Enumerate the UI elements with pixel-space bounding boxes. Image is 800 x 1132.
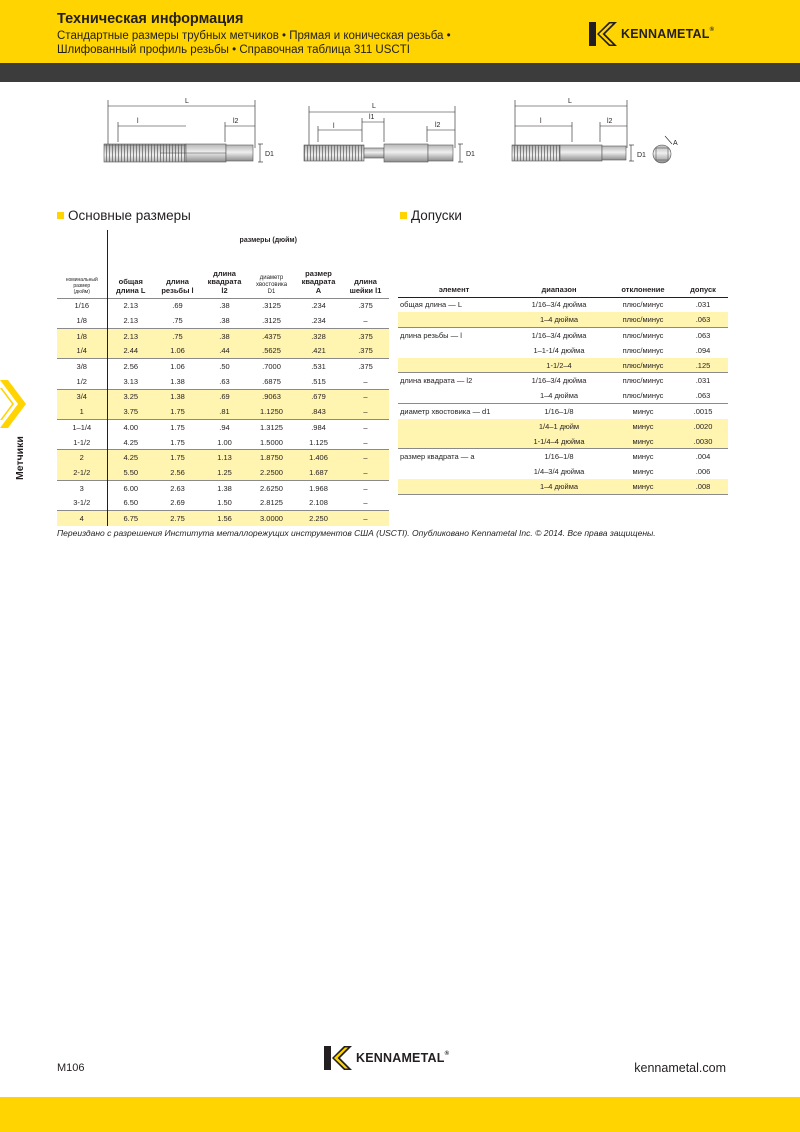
cell-l1: .375 xyxy=(342,359,389,374)
svg-text:D1: D1 xyxy=(466,151,475,158)
table-row xyxy=(398,419,728,434)
cell-a: 1.406 xyxy=(295,450,342,465)
cell-L: 4.00 xyxy=(107,420,154,435)
cell-L: 2.13 xyxy=(107,328,154,343)
cell-l2: 1.50 xyxy=(217,498,232,508)
cell-rg: 1/4–3/4 дюйма xyxy=(533,467,585,477)
cell-l2: 1.00 xyxy=(217,437,232,447)
section-heading-tolerances: Допуски xyxy=(400,208,462,223)
cell-d1: .7000 xyxy=(248,359,295,374)
header-dark-band xyxy=(0,63,800,82)
cell-a: .234 xyxy=(311,316,326,326)
cell-l: .69 xyxy=(154,298,201,313)
chevron-right-icon[interactable] xyxy=(0,380,26,428)
cell-d1: .6875 xyxy=(262,376,281,386)
table-row xyxy=(57,404,389,419)
cell-d1: .3125 xyxy=(248,298,295,313)
col-header-tolerance: допуск xyxy=(678,282,728,297)
header-line: номинальный xyxy=(65,277,98,284)
col-header-overall-length xyxy=(107,250,154,298)
table-row xyxy=(398,343,728,358)
table-row xyxy=(57,298,389,313)
cell-dv: плюс/минус xyxy=(622,390,664,400)
cell-l: 2.69 xyxy=(170,498,185,508)
cell-l1: .375 xyxy=(342,328,389,343)
cell-a: 2.250 xyxy=(295,511,342,526)
cell-l: 1.75 xyxy=(154,450,201,465)
cell-l1: – xyxy=(342,420,389,435)
cell-l2: .44 xyxy=(201,344,248,359)
blank-cell xyxy=(57,230,107,250)
cell-dv: плюс/минус xyxy=(608,327,678,342)
cell-dv: минус xyxy=(632,467,654,477)
cell-L: 2.13 xyxy=(123,316,139,326)
cell-L: 2.56 xyxy=(107,359,154,374)
header-line: размер xyxy=(73,283,91,289)
col-header-square-length xyxy=(201,250,248,298)
cell-nom: 3/4 xyxy=(57,389,107,404)
table-row xyxy=(57,313,389,328)
cell-rg: 1/16–3/4 дюйма xyxy=(510,373,608,388)
kennametal-logo[interactable] xyxy=(589,22,714,46)
tolerances-table xyxy=(398,282,728,495)
side-tab-label[interactable]: Метчики xyxy=(14,436,26,480)
cell-d1: .9063 xyxy=(248,389,295,404)
table-row xyxy=(398,434,728,449)
kennametal-logo-footer[interactable] xyxy=(324,1046,449,1070)
cell-l: 1.75 xyxy=(170,437,185,447)
cell-L: 4.25 xyxy=(123,437,139,447)
cell-l: .75 xyxy=(172,316,183,326)
header-line: l2 xyxy=(221,285,228,295)
cell-a: 2.108 xyxy=(309,498,328,508)
svg-text:l2: l2 xyxy=(435,122,441,129)
cell-tl: .0020 xyxy=(678,419,728,434)
table-row xyxy=(398,297,728,312)
cell-l: 1.06 xyxy=(154,344,201,359)
cell-l1: – xyxy=(342,389,389,404)
cell-l: 2.56 xyxy=(154,465,201,480)
table-row xyxy=(57,435,389,450)
cell-a: .515 xyxy=(311,376,326,386)
cell-l: .75 xyxy=(154,328,201,343)
cell-l2: .38 xyxy=(201,298,248,313)
header-line: резьбы l xyxy=(161,285,194,295)
cell-rg: 1–4 дюйма xyxy=(539,390,579,400)
svg-text:L: L xyxy=(568,98,572,105)
cell-a: 1.968 xyxy=(295,480,342,495)
table-row xyxy=(398,358,728,373)
col-header-range: диапазон xyxy=(510,282,608,297)
cell-el xyxy=(398,312,510,327)
cell-l: 1.75 xyxy=(154,420,201,435)
cell-dv: минус xyxy=(608,434,678,449)
header-line: длина L xyxy=(115,285,146,295)
cell-l1: – xyxy=(363,376,368,386)
tap-diagrams xyxy=(0,86,800,198)
cell-l: 2.75 xyxy=(154,511,201,526)
col-header-deviation: отклонение xyxy=(608,282,678,297)
page-subtitle-line-2: Шлифованный профиль резьбы • Справочная таблица 311 USCTI xyxy=(57,44,410,56)
cell-l2: 1.56 xyxy=(201,511,248,526)
cell-rg: 1/16–1/8 xyxy=(510,403,608,418)
cell-l2: .38 xyxy=(201,328,248,343)
cell-dv: плюс/минус xyxy=(608,312,678,327)
table-row xyxy=(57,420,389,435)
cell-tl: .008 xyxy=(678,479,728,494)
col-header-element: элемент xyxy=(398,282,510,297)
svg-text:L: L xyxy=(372,103,376,110)
cell-rg: 1/16–3/4 дюйма xyxy=(510,327,608,342)
cell-tl: .0030 xyxy=(678,434,728,449)
cell-tl: .004 xyxy=(678,449,728,464)
table-row xyxy=(398,388,728,403)
section-heading-main-dimensions: Основные размеры xyxy=(57,208,191,223)
cell-el xyxy=(398,343,510,358)
svg-text:l2: l2 xyxy=(233,118,239,125)
cell-L: 6.00 xyxy=(107,480,154,495)
cell-l1: – xyxy=(363,498,368,508)
kennametal-k-icon xyxy=(589,22,617,46)
cell-nom: 1/8 xyxy=(57,313,107,328)
svg-text:D1: D1 xyxy=(637,152,646,159)
cell-l1: – xyxy=(342,404,389,419)
header-line: размер xyxy=(305,268,332,278)
cell-l1: – xyxy=(342,450,389,465)
website-link[interactable]: kennametal.com xyxy=(634,1061,726,1075)
cell-l2: .69 xyxy=(201,389,248,404)
svg-text:l: l xyxy=(137,118,139,125)
cell-dv: плюс/минус xyxy=(608,358,678,373)
cell-el xyxy=(398,388,510,403)
header-line: диаметр xyxy=(259,274,284,281)
header-line: D1 xyxy=(267,288,276,295)
cell-d1: 1.3125 xyxy=(248,420,295,435)
tap-diagram-2 xyxy=(304,103,475,162)
cell-nom: 1/2 xyxy=(57,374,107,389)
cell-d1: 1.1250 xyxy=(248,404,295,419)
svg-text:A: A xyxy=(673,140,678,147)
cell-nom: 1/8 xyxy=(57,328,107,343)
cell-d1: 2.2500 xyxy=(248,465,295,480)
cell-l2: .63 xyxy=(219,376,230,386)
cell-rg: 1-1/4–4 дюйма xyxy=(510,434,608,449)
cell-L: 3.25 xyxy=(107,389,154,404)
cell-nom: 1 xyxy=(57,404,107,419)
label-L: L xyxy=(185,98,189,105)
table-group-header-row xyxy=(57,230,389,250)
cell-rg: 1/16–3/4 дюйма xyxy=(510,297,608,312)
cell-dv: плюс/минус xyxy=(608,373,678,388)
section-bullet-icon xyxy=(400,212,407,219)
header-line: квадрата xyxy=(207,277,242,287)
header-line: A xyxy=(315,285,322,295)
cell-l: 1.38 xyxy=(154,389,201,404)
table-row xyxy=(398,403,728,418)
cell-dv: минус xyxy=(608,449,678,464)
cell-dv: минус xyxy=(608,403,678,418)
cell-l2: .94 xyxy=(201,420,248,435)
cell-l2: 1.13 xyxy=(201,450,248,465)
cell-nom: 4 xyxy=(57,511,107,526)
col-header-nominal-size xyxy=(57,250,107,298)
table-header-row xyxy=(57,250,389,298)
cell-el xyxy=(398,419,510,434)
cell-d1: .4375 xyxy=(248,328,295,343)
cell-rg: 1-1/2–4 xyxy=(510,358,608,373)
cell-d1: 1.8750 xyxy=(248,450,295,465)
cell-nom: 3/8 xyxy=(57,359,107,374)
cell-d1: 1.5000 xyxy=(260,437,283,447)
cell-rg: 1/4–1 дюйм xyxy=(510,419,608,434)
cell-d1: 2.6250 xyxy=(248,480,295,495)
table-row xyxy=(398,479,728,494)
cell-l1: – xyxy=(342,465,389,480)
header-line: (дюйм) xyxy=(73,288,90,295)
cell-a: .679 xyxy=(295,389,342,404)
tap-diagram-3 xyxy=(512,98,678,163)
cell-a: .234 xyxy=(295,298,342,313)
cell-l1: .375 xyxy=(342,344,389,359)
cell-rg: 1–4 дюйма xyxy=(510,312,608,327)
svg-text:l1: l1 xyxy=(369,114,375,121)
table-row xyxy=(398,464,728,479)
cell-tl: .063 xyxy=(695,390,711,400)
cell-l2: 1.25 xyxy=(201,465,248,480)
cell-l: 2.63 xyxy=(154,480,201,495)
header-line: длина xyxy=(213,268,236,278)
header-line: квадрата xyxy=(301,277,336,287)
cell-L: 4.25 xyxy=(107,450,154,465)
cell-el xyxy=(398,464,510,479)
table-row xyxy=(57,359,389,374)
svg-text:l: l xyxy=(333,123,335,130)
cell-L: 2.44 xyxy=(107,344,154,359)
cell-el: длина квадрата — l2 xyxy=(398,373,510,388)
footnote: Переиздано с разрешения Института металлорежущих инструментов США (USCTI). Опубликовано Kennametal Inc. © 2014. Все права защищены. xyxy=(57,528,656,538)
cell-rg: 1–1-1/4 дюйма xyxy=(533,345,585,355)
cell-l2: .81 xyxy=(201,404,248,419)
cell-a: 1.125 xyxy=(309,437,328,447)
col-header-thread-length xyxy=(154,250,201,298)
cell-l1: – xyxy=(363,316,368,326)
cell-nom: 2-1/2 xyxy=(57,465,107,480)
section-bullet-icon xyxy=(57,212,64,219)
cell-d1: .5625 xyxy=(248,344,295,359)
table-row xyxy=(57,374,389,389)
cell-el xyxy=(398,358,510,373)
cell-a: .984 xyxy=(295,420,342,435)
cell-L: 3.13 xyxy=(123,376,139,386)
cell-a: .843 xyxy=(295,404,342,419)
header-bar xyxy=(0,0,800,63)
footer-bar xyxy=(0,1097,800,1132)
cell-el xyxy=(398,434,510,449)
cell-dv: плюс/минус xyxy=(622,345,664,355)
cell-L: 3.75 xyxy=(107,404,154,419)
cell-nom: 1-1/2 xyxy=(57,435,107,450)
svg-text:l2: l2 xyxy=(607,118,613,125)
cell-l: 1.75 xyxy=(154,404,201,419)
cell-d1: 2.8125 xyxy=(260,498,283,508)
page-title: Техническая информация xyxy=(57,11,244,27)
cell-dv: плюс/минус xyxy=(608,297,678,312)
cell-a: .328 xyxy=(295,328,342,343)
svg-text:D1: D1 xyxy=(265,151,274,158)
page-subtitle-line-1: Стандартные размеры трубных метчиков • Прямая и коническая резьба • xyxy=(57,30,451,42)
table-row xyxy=(57,511,389,526)
cell-rg: 1/16–1/8 xyxy=(510,449,608,464)
cell-nom: 1–1/4 xyxy=(57,420,107,435)
header-line: шейки l1 xyxy=(349,285,382,295)
cell-nom: 3 xyxy=(57,480,107,495)
cell-d1: .3125 xyxy=(262,316,281,326)
group-label: размеры (дюйм) xyxy=(239,236,297,244)
cell-d1: 3.0000 xyxy=(248,511,295,526)
cell-l1: – xyxy=(363,437,368,447)
cell-nom: 1/4 xyxy=(57,344,107,359)
cell-L: 6.50 xyxy=(123,498,139,508)
cell-el: длина резьбы — l xyxy=(398,327,510,342)
cell-dv: минус xyxy=(608,479,678,494)
header-line: хвостовика xyxy=(255,281,288,288)
cell-L: 2.13 xyxy=(107,298,154,313)
cell-l1: – xyxy=(342,480,389,495)
cell-L: 6.75 xyxy=(107,511,154,526)
main-dimensions-table xyxy=(57,230,389,526)
svg-text:l: l xyxy=(540,118,542,125)
table-row xyxy=(398,327,728,342)
cell-tl: .031 xyxy=(678,297,728,312)
table-row xyxy=(57,480,389,495)
table-row xyxy=(57,344,389,359)
cell-tl: .125 xyxy=(678,358,728,373)
cell-a: 1.687 xyxy=(295,465,342,480)
logo-wordmark: KENNAMETAL® xyxy=(621,27,715,41)
kennametal-k-icon xyxy=(324,1046,352,1070)
cell-nom: 3-1/2 xyxy=(57,495,107,510)
page-number: M106 xyxy=(57,1062,85,1074)
col-header-square-size xyxy=(295,250,342,298)
table-row xyxy=(398,373,728,388)
cell-dv: минус xyxy=(608,419,678,434)
cell-l2: .50 xyxy=(201,359,248,374)
cell-tl: .006 xyxy=(695,467,711,477)
cell-l: 1.38 xyxy=(170,376,185,386)
header-line: длина xyxy=(166,277,189,287)
logo-wordmark: KENNAMETAL® xyxy=(356,1051,450,1065)
cell-l2: .38 xyxy=(219,316,230,326)
cell-el: размер квадрата — a xyxy=(398,449,510,464)
cell-l1: – xyxy=(342,511,389,526)
cell-tl: .031 xyxy=(678,373,728,388)
table-row xyxy=(57,495,389,510)
table-row xyxy=(398,312,728,327)
cell-l2: 1.38 xyxy=(201,480,248,495)
header-line: общая xyxy=(118,277,143,287)
cell-l1: .375 xyxy=(342,298,389,313)
col-header-shank-diameter xyxy=(248,250,295,298)
header-line: длина xyxy=(354,277,377,287)
cell-L: 5.50 xyxy=(107,465,154,480)
table-row xyxy=(398,449,728,464)
cell-tl: .094 xyxy=(695,345,711,355)
cell-tl: .0015 xyxy=(678,403,728,418)
cell-rg: 1–4 дюйма xyxy=(510,479,608,494)
table-row xyxy=(57,465,389,480)
cell-el: общая длина — L xyxy=(398,297,510,312)
cell-l: 1.06 xyxy=(154,359,201,374)
tap-diagram-1 xyxy=(104,98,274,162)
cell-el: диаметр хвостовика — d1 xyxy=(398,403,510,418)
cell-nom: 1/16 xyxy=(57,298,107,313)
col-header-neck-length xyxy=(342,250,389,298)
cell-nom: 2 xyxy=(57,450,107,465)
cell-el xyxy=(398,479,510,494)
table-row xyxy=(57,389,389,404)
cell-tl: .063 xyxy=(678,327,728,342)
cell-a: .421 xyxy=(295,344,342,359)
cell-tl: .063 xyxy=(678,312,728,327)
table-row xyxy=(57,328,389,343)
table-row xyxy=(57,450,389,465)
cell-a: .531 xyxy=(295,359,342,374)
